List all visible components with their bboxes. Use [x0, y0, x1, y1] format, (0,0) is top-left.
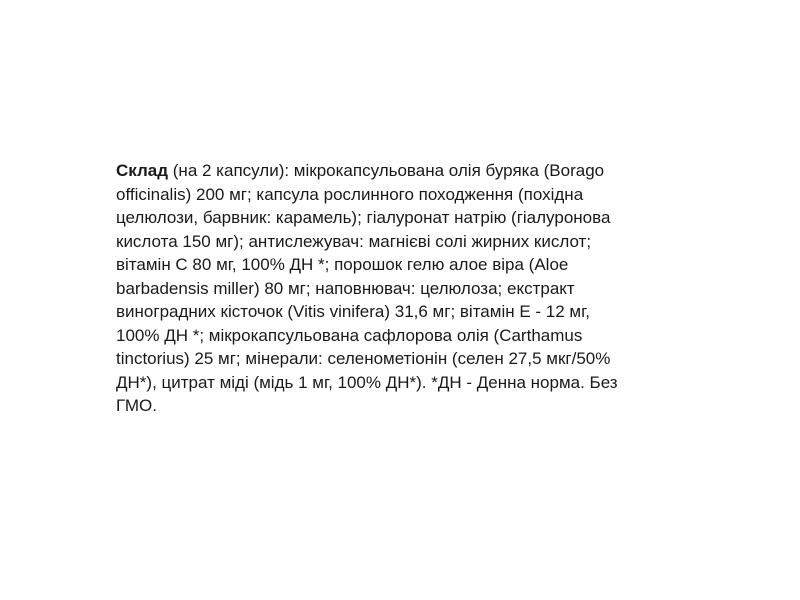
- ingredients-line-3: целюлози, барвник: карамель); гіалуронат натрію (гіалуронова: [116, 208, 611, 227]
- ingredients-line-4: кислота 150 мг); антислежувач: магнієві солі жирних кислот;: [116, 231, 592, 251]
- ingredients-heading: Склад: [116, 161, 169, 180]
- ingredients-paragraph: [116, 159, 686, 418]
- ingredients-line-2: officinalis) 200 мг; капсула рослинного походження (похідна: [116, 184, 584, 204]
- ingredients-line-9: tinctorius) 25 мг; мінерали: селенометіонін (селен 27,5 мкг/50%: [116, 349, 611, 368]
- ingredients-line-11: ГМО.: [116, 396, 157, 415]
- ingredients-line-1: [116, 159, 686, 183]
- ingredients-line-1-text: (на 2 капсули): мікрокапсульована олія буряка (Borago: [168, 161, 605, 180]
- ingredients-line-7: виноградних кісточок (Vitis vinifera) 31,6 мг; вітамін Е - 12 мг,: [116, 302, 590, 321]
- ingredients-line-5: вітамін С 80 мг, 100% ДН *; порошок гелю алое віра (Aloe: [116, 255, 569, 274]
- ingredients-line-10: ДН*), цитрат міді (мідь 1 мг, 100% ДН*). *ДН - Денна норма. Без: [116, 372, 618, 392]
- ingredients-line-8: 100% ДН *; мікрокапсульована сафлорова олія (Carthamus: [116, 325, 583, 345]
- ingredients-line-6: barbadensis miller) 80 мг; наповнювач: целюлоза; екстракт: [116, 278, 575, 298]
